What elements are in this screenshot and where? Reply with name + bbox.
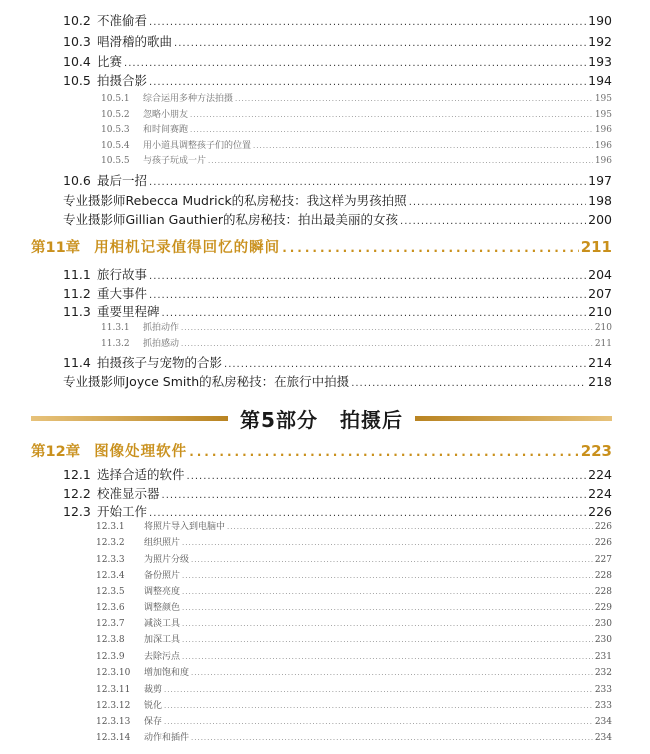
subsection-title: 裁剪 [144, 685, 163, 695]
page-number: 194 [588, 73, 612, 88]
dot-leader [149, 17, 586, 28]
dot-leader [190, 111, 593, 119]
subsection-title: 用小道具调整孩子们的位置 [143, 141, 252, 151]
dot-leader [182, 620, 593, 628]
dot-leader [124, 58, 586, 69]
dot-leader [149, 271, 586, 282]
subsection-title: 忽略小朋友 [143, 110, 189, 120]
toc-subsection-12-3-9[interactable] [96, 649, 612, 663]
dot-leader [149, 77, 586, 88]
subsection-number: 11.3.1 [101, 323, 130, 333]
dot-leader [181, 340, 593, 348]
subsection-title: 抓拍感动 [143, 339, 180, 349]
dot-leader [189, 445, 579, 459]
page-number: 228 [594, 587, 612, 597]
section-number: 11.1 [63, 267, 91, 282]
page-number: 233 [594, 701, 612, 711]
dot-leader [164, 686, 593, 694]
banner-rule-right [415, 416, 612, 421]
section-title: 校准显示器 [97, 486, 160, 501]
dot-leader [162, 308, 587, 319]
subsection-number: 12.3.6 [96, 603, 125, 613]
subsection-number: 10.5.1 [101, 94, 130, 104]
dot-leader [282, 241, 579, 255]
section-number: 10.2 [63, 13, 91, 28]
toc-section-11-2[interactable] [63, 284, 612, 302]
subsection-title: 减淡工具 [144, 619, 181, 629]
page-number: 226 [594, 538, 612, 548]
subsection-number: 12.3.3 [96, 555, 125, 565]
toc-subsection-12-3-11[interactable] [96, 682, 612, 696]
toc-section-12-3[interactable] [63, 502, 612, 520]
dot-leader [149, 177, 586, 188]
tip-title: 专业摄影师Rebecca Mudrick的私房秘技：我这样为男孩拍照 [63, 193, 407, 208]
toc-section-12-2[interactable] [63, 484, 612, 502]
toc-tip-gillian-gauthier[interactable] [63, 210, 612, 228]
chapter-number: 第11章 [31, 240, 81, 256]
dot-leader [235, 95, 593, 103]
toc-tip-rebecca-mudrick[interactable] [63, 191, 612, 209]
page-number: 227 [594, 555, 612, 565]
page-number: 232 [594, 668, 612, 678]
chapter-number: 第12章 [31, 444, 81, 460]
section-title: 最后一招 [97, 173, 148, 188]
page-number: 197 [588, 173, 612, 188]
section-title: 开始工作 [97, 504, 148, 519]
subsection-title: 和时间赛跑 [143, 125, 189, 135]
page-number: 223 [580, 442, 612, 460]
toc-subsection-10-5-2[interactable] [101, 107, 612, 121]
subsection-title: 将照片导入到电脑中 [144, 522, 226, 532]
toc-section-12-1[interactable] [63, 465, 612, 483]
dot-leader [174, 38, 586, 49]
toc-subsection-10-5-4[interactable] [101, 138, 612, 152]
subsection-title: 保存 [144, 717, 163, 727]
page-number: 200 [588, 212, 612, 227]
toc-subsection-12-3-2[interactable] [96, 535, 612, 549]
toc-subsection-10-5-5[interactable] [101, 153, 612, 167]
toc-subsection-11-3-2[interactable] [101, 336, 612, 350]
page-number: 196 [594, 125, 612, 135]
dot-leader [164, 702, 593, 710]
section-title: 拍摄合影 [97, 73, 148, 88]
page-number: 234 [594, 717, 612, 727]
subsection-number: 12.3.5 [96, 587, 125, 597]
toc-subsection-12-3-4[interactable] [96, 568, 612, 582]
subsection-title: 调整颜色 [144, 603, 181, 613]
subsection-title: 调整亮度 [144, 587, 181, 597]
page-number: 193 [588, 54, 612, 69]
page-number: 190 [588, 13, 612, 28]
subsection-number: 12.3.10 [96, 668, 131, 678]
page-number: 226 [588, 504, 612, 519]
page-number: 224 [588, 467, 612, 482]
toc-section-10-6[interactable] [63, 171, 612, 189]
page-number: 233 [594, 685, 612, 695]
chapter-title: 图像处理软件 [94, 444, 188, 460]
section-number: 11.4 [63, 355, 91, 370]
page-number: 211 [580, 238, 612, 256]
subsection-title: 组织照片 [144, 538, 181, 548]
dot-leader [182, 539, 593, 547]
page-number: 211 [594, 339, 612, 349]
toc-chapter-11[interactable] [31, 236, 612, 258]
page-number: 226 [594, 522, 612, 532]
subsection-title: 锐化 [144, 701, 163, 711]
toc-section-11-1[interactable] [63, 265, 612, 283]
toc-subsection-11-3-1[interactable] [101, 320, 612, 334]
page-number: 210 [594, 323, 612, 333]
dot-leader [182, 636, 593, 644]
page-number: 234 [594, 733, 612, 743]
page-number: 229 [594, 603, 612, 613]
section-number: 11.2 [63, 286, 91, 301]
dot-leader [208, 157, 593, 165]
subsection-number: 10.5.2 [101, 110, 130, 120]
subsection-number: 10.5.4 [101, 141, 130, 151]
subsection-number: 12.3.9 [96, 652, 125, 662]
toc-tip-joyce-smith[interactable] [63, 372, 612, 390]
section-number: 12.2 [63, 486, 91, 501]
page-number: 230 [594, 619, 612, 629]
page-number: 196 [594, 141, 612, 151]
page-number: 207 [588, 286, 612, 301]
section-number: 12.1 [63, 467, 91, 482]
section-title: 旅行故事 [97, 267, 148, 282]
subsection-number: 12.3.1 [96, 522, 125, 532]
toc-subsection-12-3-12[interactable] [96, 698, 612, 712]
dot-leader [182, 653, 593, 661]
section-number: 10.3 [63, 34, 91, 49]
page-number: 195 [594, 110, 612, 120]
page-number: 218 [588, 374, 612, 389]
page-number: 204 [588, 267, 612, 282]
section-number: 12.3 [63, 504, 91, 519]
chapter-title: 用相机记录值得回忆的瞬间 [94, 240, 281, 256]
subsection-title: 与孩子玩成一片 [143, 156, 207, 166]
part-title: 拍摄后 [339, 407, 403, 432]
page-number: 195 [594, 94, 612, 104]
dot-leader [164, 718, 593, 726]
dot-leader [400, 216, 586, 227]
toc-section-10-4[interactable] [63, 52, 612, 70]
section-number: 10.5 [63, 73, 91, 88]
dot-leader [224, 359, 586, 370]
subsection-title: 加深工具 [144, 635, 181, 645]
part-heading [228, 404, 415, 433]
page-number: 230 [594, 635, 612, 645]
subsection-title: 综合运用多种方法拍摄 [143, 94, 234, 104]
toc-subsection-10-5-1[interactable] [101, 91, 612, 105]
dot-leader [181, 324, 593, 332]
section-title: 选择合适的软件 [97, 467, 185, 482]
dot-leader [227, 523, 593, 531]
page-number: 231 [594, 652, 612, 662]
page-number: 196 [594, 156, 612, 166]
tip-title: 专业摄影师Joyce Smith的私房秘技：在旅行中拍摄 [63, 374, 350, 389]
dot-leader [162, 490, 587, 501]
section-title: 拍摄孩子与宠物的合影 [97, 355, 223, 370]
page-number: 198 [588, 193, 612, 208]
toc-subsection-12-3-1[interactable] [96, 519, 612, 533]
dot-leader [351, 378, 586, 389]
subsection-title: 为照片分级 [144, 555, 190, 565]
toc-section-11-4[interactable] [63, 353, 612, 371]
dot-leader [182, 588, 593, 596]
toc-subsection-12-3-10[interactable] [96, 665, 612, 679]
toc-subsection-12-3-5[interactable] [96, 584, 612, 598]
page-number: 228 [594, 571, 612, 581]
part-banner [31, 404, 612, 432]
toc-section-11-3[interactable] [63, 302, 612, 320]
subsection-number: 10.5.5 [101, 156, 130, 166]
subsection-number: 12.3.4 [96, 571, 125, 581]
subsection-number: 12.3.14 [96, 733, 131, 743]
section-number: 11.3 [63, 304, 91, 319]
dot-leader [149, 508, 586, 519]
part-label: 第5部分 [240, 407, 318, 432]
page-number: 210 [588, 304, 612, 319]
section-title: 重要里程碑 [97, 304, 160, 319]
toc-subsection-10-5-3[interactable] [101, 122, 612, 136]
subsection-title: 去除污点 [144, 652, 181, 662]
section-title: 不准偷看 [97, 13, 148, 28]
subsection-number: 12.3.12 [96, 701, 131, 711]
toc-chapter-12[interactable] [31, 440, 612, 462]
dot-leader [409, 197, 586, 208]
dot-leader [182, 604, 593, 612]
page-number: 214 [588, 355, 612, 370]
dot-leader [253, 142, 593, 150]
dot-leader [191, 669, 593, 677]
section-title: 重大事件 [97, 286, 148, 301]
dot-leader [182, 572, 593, 580]
toc-subsection-12-3-13[interactable] [96, 714, 612, 728]
page-number: 224 [588, 486, 612, 501]
dot-leader [187, 471, 587, 482]
subsection-title: 增加饱和度 [144, 668, 190, 678]
section-title: 比赛 [97, 54, 123, 69]
subsection-number: 12.3.13 [96, 717, 131, 727]
dot-leader [149, 290, 586, 301]
toc-section-10-5[interactable] [63, 71, 612, 89]
subsection-title: 动作和插件 [144, 733, 190, 743]
section-title: 唱滑稽的歌曲 [97, 34, 173, 49]
tip-title: 专业摄影师Gillian Gauthier的私房秘技：拍出最美丽的女孩 [63, 212, 399, 227]
toc-section-10-3[interactable] [63, 32, 612, 50]
section-number: 10.6 [63, 173, 91, 188]
section-number: 10.4 [63, 54, 91, 69]
toc-subsection-12-3-8[interactable] [96, 632, 612, 646]
subsection-number: 12.3.7 [96, 619, 125, 629]
subsection-number: 12.3.11 [96, 685, 131, 695]
subsection-number: 12.3.2 [96, 538, 125, 548]
toc-section-10-2[interactable] [63, 11, 612, 29]
subsection-title: 备份照片 [144, 571, 181, 581]
page-number: 192 [588, 34, 612, 49]
dot-leader [191, 734, 593, 742]
subsection-title: 抓拍动作 [143, 323, 180, 333]
toc-subsection-12-3-6[interactable] [96, 600, 612, 614]
dot-leader [191, 556, 593, 564]
subsection-number: 12.3.8 [96, 635, 125, 645]
toc-subsection-12-3-3[interactable] [96, 552, 612, 566]
toc-subsection-12-3-7[interactable] [96, 616, 612, 630]
dot-leader [190, 126, 593, 134]
toc-subsection-12-3-14[interactable] [96, 730, 612, 744]
subsection-number: 10.5.3 [101, 125, 130, 135]
banner-rule-left [31, 416, 228, 421]
subsection-number: 11.3.2 [101, 339, 130, 349]
